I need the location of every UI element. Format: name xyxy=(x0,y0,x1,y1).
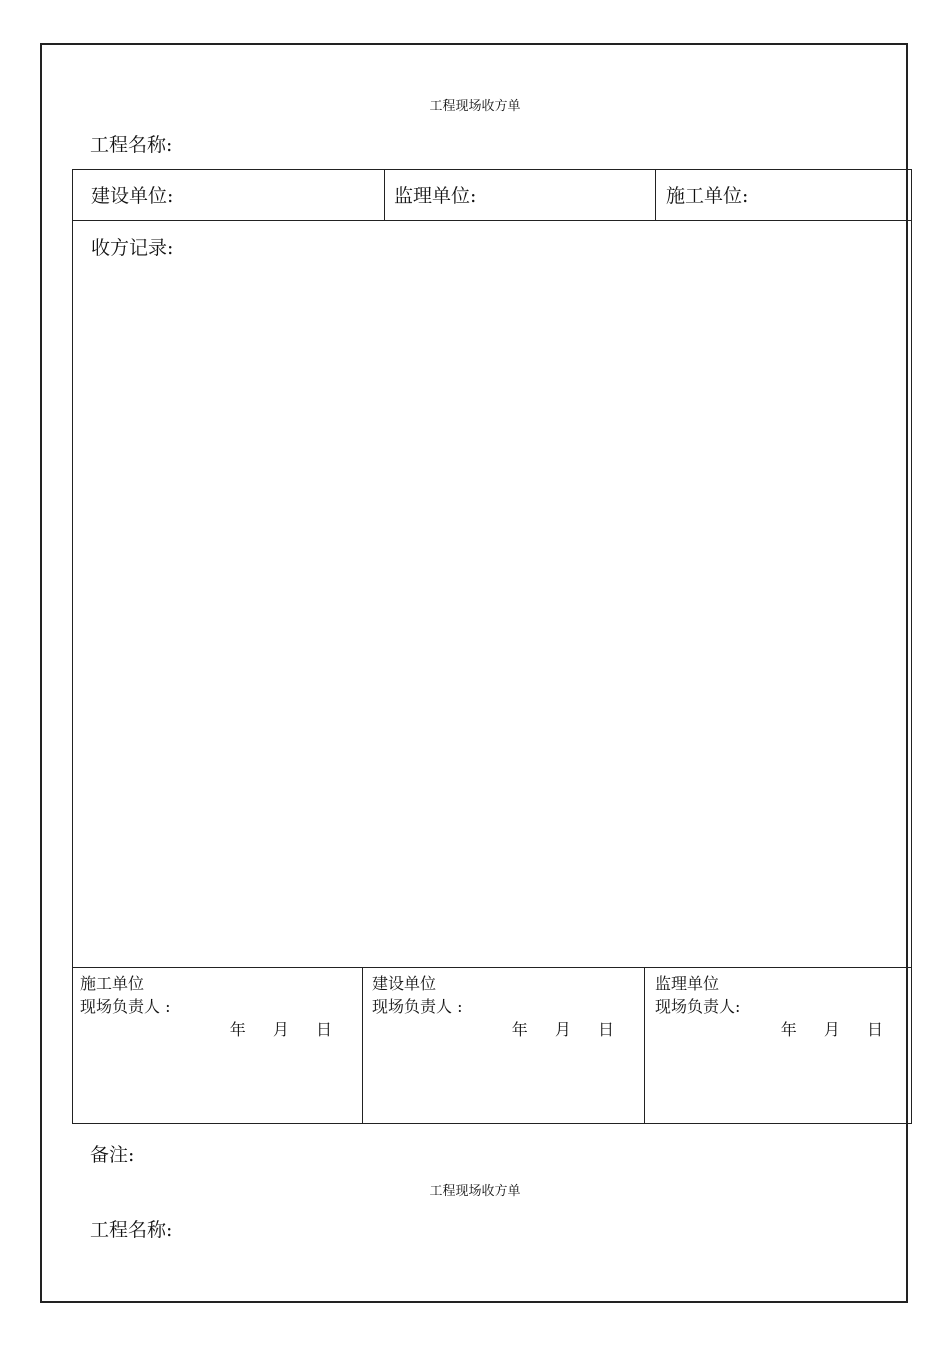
signature-unit: 监理单位 xyxy=(655,974,720,993)
signature-date xyxy=(80,1018,362,1041)
record-label: 收方记录: xyxy=(91,237,174,259)
project-name-label: 工程名称: xyxy=(90,1219,173,1241)
date-day: 日 xyxy=(866,1020,883,1039)
doc-title: 工程现场收方单 xyxy=(429,1184,521,1199)
date-month: 月 xyxy=(554,1020,571,1039)
remarks-label: 备注: xyxy=(90,1144,135,1166)
signature-person: 现场负责人 : xyxy=(80,997,171,1016)
doc-title: 工程现场收方单 xyxy=(429,99,521,114)
project-name-label: 工程名称: xyxy=(90,134,173,156)
owner-signature-cell[interactable] xyxy=(363,968,645,1123)
supervisor-signature-cell[interactable] xyxy=(645,968,913,1123)
contractor-unit-field[interactable]: 施工单位: xyxy=(666,185,749,207)
signature-date xyxy=(372,1018,644,1041)
contractor-signature-cell[interactable] xyxy=(73,968,363,1123)
date-day: 日 xyxy=(315,1020,332,1039)
signature-unit: 施工单位 xyxy=(80,974,145,993)
date-day: 日 xyxy=(597,1020,614,1039)
signature-person: 现场负责人: xyxy=(655,997,741,1016)
date-month: 月 xyxy=(823,1020,840,1039)
units-row xyxy=(73,170,911,221)
date-month: 月 xyxy=(272,1020,289,1039)
owner-unit-field[interactable]: 建设单位: xyxy=(73,170,385,220)
date-year: 年 xyxy=(780,1020,797,1039)
date-year: 年 xyxy=(229,1020,246,1039)
signature-person: 现场负责人 : xyxy=(372,997,463,1016)
date-year: 年 xyxy=(511,1020,528,1039)
supervisor-unit-field[interactable]: 监理单位: xyxy=(385,170,656,220)
receipt-form xyxy=(72,169,912,1124)
signature-unit: 建设单位 xyxy=(372,974,437,993)
signature-row xyxy=(73,967,911,1123)
signature-date xyxy=(655,1018,913,1041)
